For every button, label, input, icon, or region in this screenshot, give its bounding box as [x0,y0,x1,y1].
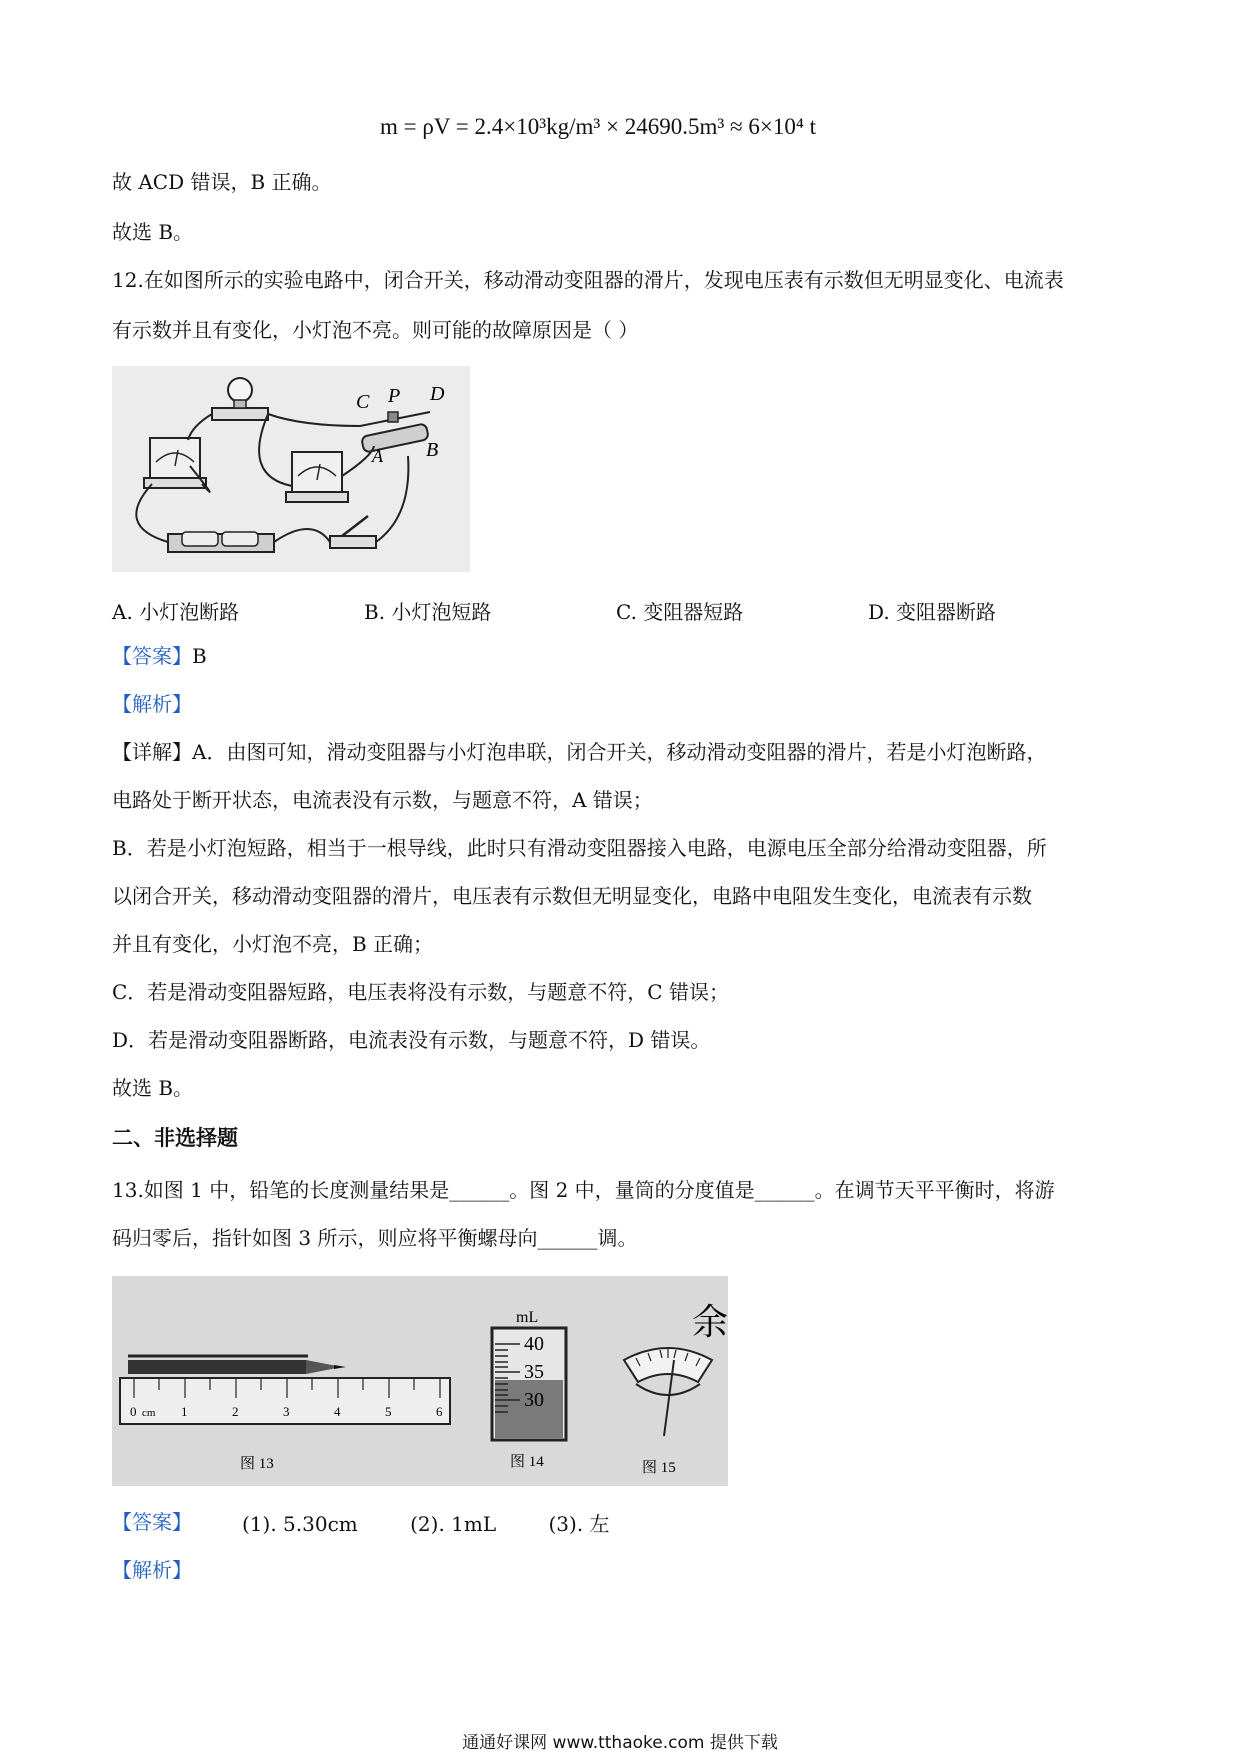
q12-answer [112,642,207,670]
q13-answer-tag: 【答案】 [112,1510,192,1534]
section-heading: 二、非选择题 [112,1126,238,1150]
ruler-2: 2 [232,1404,239,1419]
circuit-figure [112,366,470,572]
detail-line-3: B．若是小灯泡短路，相当于一根导线，此时只有滑动变阻器接入电路，电源电压全部分给滑动变阻器，所 [112,836,1047,860]
label-p: P [388,385,401,407]
ruler-5: 5 [385,1404,392,1419]
q13-analysis-tag: 【解析】 [112,1558,192,1582]
detail-line-4: 以闭合开关，移动滑动变阻器的滑片，电压表有示数但无明显变化，电路中电阻发生变化，电流表有示数 [112,884,1032,908]
detail-line-7: D．若是滑动变阻器断路，电流表没有示数，与题意不符，D 错误。 [112,1028,711,1052]
detail-line-2: 电路处于断开状态，电流表没有示数，与题意不符，A 错误； [112,788,653,812]
answer-tag: 【答案】 [112,644,192,668]
ruler-3: 3 [283,1404,290,1419]
question-12-choices [112,596,1132,626]
ruler-1: 1 [181,1404,188,1419]
density-formula: m = ρV = 2.4×10³kg/m³ × 24690.5m³ ≈ 6×10⁴ t [380,114,817,139]
conclusion-line: 故 ACD 错误，B 正确。 [112,170,332,194]
choice-line: 故选 B。 [112,220,194,244]
choice-d: D. 变阻器断路 [868,600,997,624]
detail-line-5: 并且有变化，小灯泡不亮，B 正确； [112,932,434,956]
q13-answer-1: (1). 5.30cm [242,1512,358,1536]
ruler-zero: 0 [130,1404,137,1419]
q13-answer-3: (3). 左 [548,1512,610,1536]
question-12-line-1: 12.在如图所示的实验电路中，闭合开关，移动滑动变阻器的滑片，发现电压表有示数但无明显变化、电流表 [112,268,1064,292]
ruler-4: 4 [334,1404,341,1419]
caption-fig15: 图 15 [642,1460,676,1476]
detail-line-6: C．若是滑动变阻器短路，电压表将没有示数，与题意不符，C 错误； [112,980,729,1004]
cylinder-35: 35 [524,1361,544,1383]
choice-b: B. 小灯泡短路 [364,600,492,624]
question-12-line-2: 有示数并且有变化，小灯泡不亮。则可能的故障原因是（ ） [112,318,639,342]
cylinder-40: 40 [524,1333,544,1355]
label-c: C [356,391,370,413]
page-footer: 通通好课网 www.tthaoke.com 提供下载 [462,1733,778,1753]
cylinder-unit: mL [516,1309,539,1326]
analysis-tag: 【解析】 [112,692,192,716]
choice-c: C. 变阻器短路 [616,600,744,624]
label-d: D [430,383,445,405]
label-b: B [426,439,439,461]
question-13-line-2: 码归零后，指针如图 3 所示，则应将平衡螺母向______调。 [112,1226,638,1250]
label-a: A [372,446,383,466]
q13-answer-2: (2). 1mL [410,1512,497,1536]
measurement-figure [112,1276,728,1486]
answer-value: B [192,644,207,668]
question-13-line-1: 13.如图 1 中，铅笔的长度测量结果是______。图 2 中，量筒的分度值是______。在调节天平平衡时，将游 [112,1178,1055,1202]
caption-fig13: 图 13 [240,1456,274,1472]
ruler-unit: cm [142,1407,156,1419]
ruler-6: 6 [436,1404,443,1419]
q13-answers [242,1508,656,1537]
caption-fig14: 图 14 [510,1454,544,1470]
cylinder-30: 30 [524,1389,544,1411]
detail-line-8: 故选 B。 [112,1076,194,1100]
choice-a: A. 小灯泡断路 [112,600,240,624]
handwriting-mark: 余 [692,1302,728,1343]
detail-line-1: 【详解】A．由图可知，滑动变阻器与小灯泡串联，闭合开关，移动滑动变阻器的滑片，若是小灯泡断路， [112,740,1047,764]
